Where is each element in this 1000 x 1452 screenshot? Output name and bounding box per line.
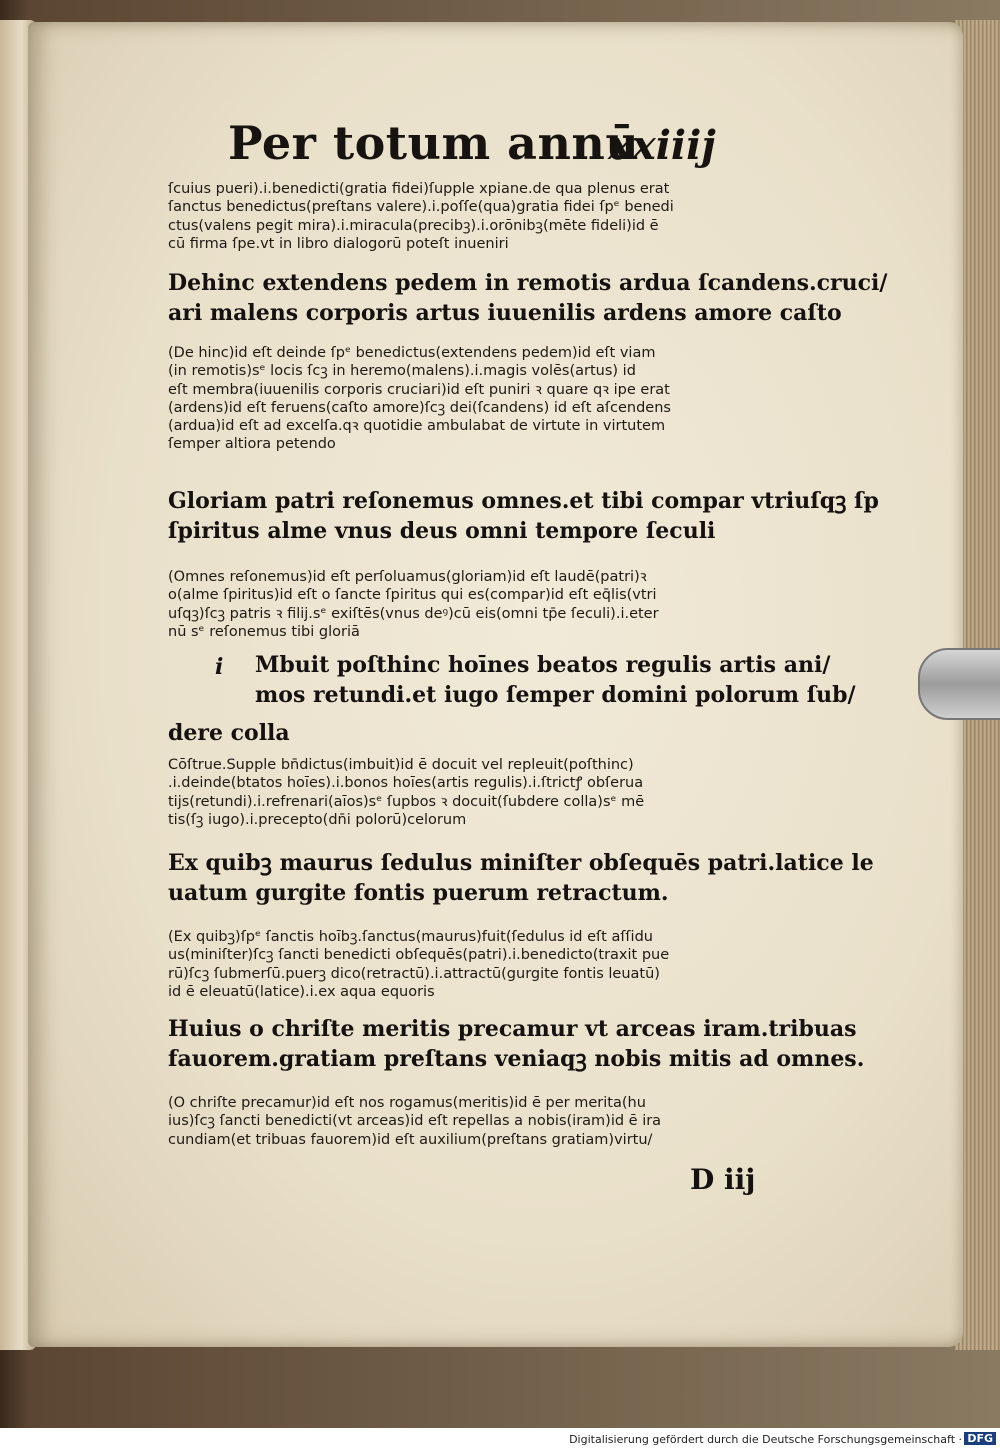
- gloss-line: nū sᵉ reſonemus tibi gloriā: [168, 623, 360, 640]
- gloss-line: (O chriſte precamur)id eſt nos rogamus(meritis)id ē per merita(hu: [168, 1095, 646, 1111]
- gloss-line: (Ex quibꝫ)ſpᵉ ſanctis hoībꝫ.ſanctus(maurus)fuit(ſedulus id eſt aſſidu: [168, 929, 653, 945]
- page-clip: [918, 648, 1000, 720]
- dfg-logo: DFG: [964, 1432, 996, 1445]
- gloss-line: ſcuius pueri).i.benedicti(gratia fidei)ſupple xpiane.de qua plenus erat: [168, 181, 670, 197]
- gloss-line: o(alme ſpiritus)id eſt o ſancte ſpiritus qui es(compar)id eſt eq̄lis(vtri: [168, 587, 657, 604]
- gloss-block-1: [168, 180, 788, 253]
- verse-block-5: [168, 1014, 865, 1074]
- verse-block-2: [168, 486, 879, 546]
- gloss-block-5: [168, 928, 788, 1001]
- verse-line: Gloriam patri reſonemus omnes.et tibi compar vtriuſqꝫ ſp: [168, 488, 879, 514]
- verse-block-3: [255, 650, 856, 710]
- running-title: Per totum annū: [228, 116, 640, 170]
- gloss-line: cū firma ſpe.vt in libro dialogorū poteſt inueniri: [168, 235, 509, 252]
- gloss-block-2: [168, 344, 788, 454]
- gloss-line: ſemper altiora petendo: [168, 436, 336, 453]
- gloss-line: tis(ſꝫ iugo).i.precepto(dn̄i polorū)celorum: [168, 811, 467, 828]
- gloss-block-3: [168, 568, 788, 641]
- gloss-line: id ē eleuatū(latice).i.ex aqua equoris: [168, 983, 435, 1000]
- gloss-line: tijs(retundi).i.refrenari(aīos)sᵉ ſupbos ꝛ docuit(ſubdere colla)sᵉ mē: [168, 793, 645, 810]
- gloss-line: (ardens)id eſt feruens(caſto amore)ſcꝫ dei(ſcandens) id eſt aſcendens: [168, 399, 671, 416]
- verse-line: Mbuit poſthinc hoīnes beatos regulis artis ani/: [255, 652, 831, 678]
- gloss-line: cundiam(et tribuas fauorem)id eſt auxilium(preſtans gratiam)virtu/: [168, 1131, 653, 1148]
- gloss-line: (De hinc)id eſt deinde ſpᵉ benedictus(extendens pedem)id eſt viam: [168, 345, 656, 361]
- signature-mark: D iij: [690, 1163, 756, 1196]
- guide-letter: i: [215, 654, 224, 680]
- gloss-line: us(miniſter)ſcꝫ ſancti benedicti obſequēs(patri).i.benedicto(traxit pue: [168, 947, 670, 964]
- gloss-line: (ardua)id eſt ad excelſa.qꝛ quotidie ambulabat de virtute in virtutem: [168, 418, 666, 435]
- gloss-line: ctus(valens pegit mira).i.miracula(precibꝫ).i.orōnibꝫ(mēte fideli)id ē: [168, 217, 659, 234]
- funding-notice: Digitalisierung gefördert durch die Deutsche Forschungsgemeinschaft ·: [569, 1433, 962, 1446]
- gloss-line: eſt membra(iuuenilis corporis cruciari)id eſt puniri ꝛ quare qꝛ ipe erat: [168, 381, 670, 398]
- verse-line: fauorem.gratiam preſtans veniaqꝫ nobis mitis ad omnes.: [168, 1046, 865, 1072]
- verse-line: ari malens corporis artus iuuenilis ardens amore caſto: [168, 300, 842, 326]
- gloss-line: ſanctus benedictus(preſtans valere).i.poſſe(qua)gratia fidei ſpᵉ benedi: [168, 199, 674, 216]
- folio-number: xxiiij: [608, 122, 716, 169]
- gloss-line: Cōſtrue.Supple bn̄dictus(imbuit)id ē docuit vel repleuit(poſthinc): [168, 757, 634, 773]
- gloss-block-6: [168, 1094, 788, 1149]
- verse-line: Ex quibꝫ maurus ſedulus miniſter obſequēs patri.latice le: [168, 850, 874, 876]
- verse-line: mos retundi.et iugo ſemper domini polorum ſub/: [255, 682, 856, 708]
- gloss-line: (in remotis)sᵉ locis ſcꝫ in heremo(malens).i.magis volēs(artus) id: [168, 363, 636, 380]
- verse-line: Huius o chriſte meritis precamur vt arceas iram.tribuas: [168, 1016, 857, 1042]
- gloss-line: rū)ſcꝫ ſubmerſū.puerꝫ dico(retractū).i.attractū(gurgite fontis leuatū): [168, 965, 660, 982]
- verse-block-1: [168, 268, 888, 328]
- gloss-line: ius)ſcꝫ ſancti benedicti(vt arceas)id eſt repellas a nobis(iram)id ē ira: [168, 1113, 662, 1130]
- gloss-line: (Omnes reſonemus)id eſt perſoluamus(gloriam)id eſt laudē(patri)ꝛ: [168, 569, 647, 585]
- verse-line: dere colla: [168, 720, 290, 746]
- footer-bar: [0, 1428, 1000, 1452]
- gloss-block-4: [168, 756, 788, 829]
- gloss-line: .i.deinde(btatos hoīes).i.bonos hoīes(artis regulis).i.ſtrictꝭ obſerua: [168, 775, 644, 792]
- gloss-line: uſqꝫ)ſcꝫ patris ꝛ filij.sᵉ exiſtēs(vnus deꝰ)cū eis(omni tp̄e ſeculi).i.eter: [168, 605, 659, 622]
- verse-line: Dehinc extendens pedem in remotis ardua ſcandens.cruci/: [168, 270, 888, 296]
- verse-line: ſpiritus alme vnus deus omni tempore ſeculi: [168, 518, 716, 544]
- verse-block-3-end: [168, 718, 808, 748]
- verse-line: uatum gurgite fontis puerum retractum.: [168, 880, 669, 906]
- verse-block-4: [168, 848, 874, 908]
